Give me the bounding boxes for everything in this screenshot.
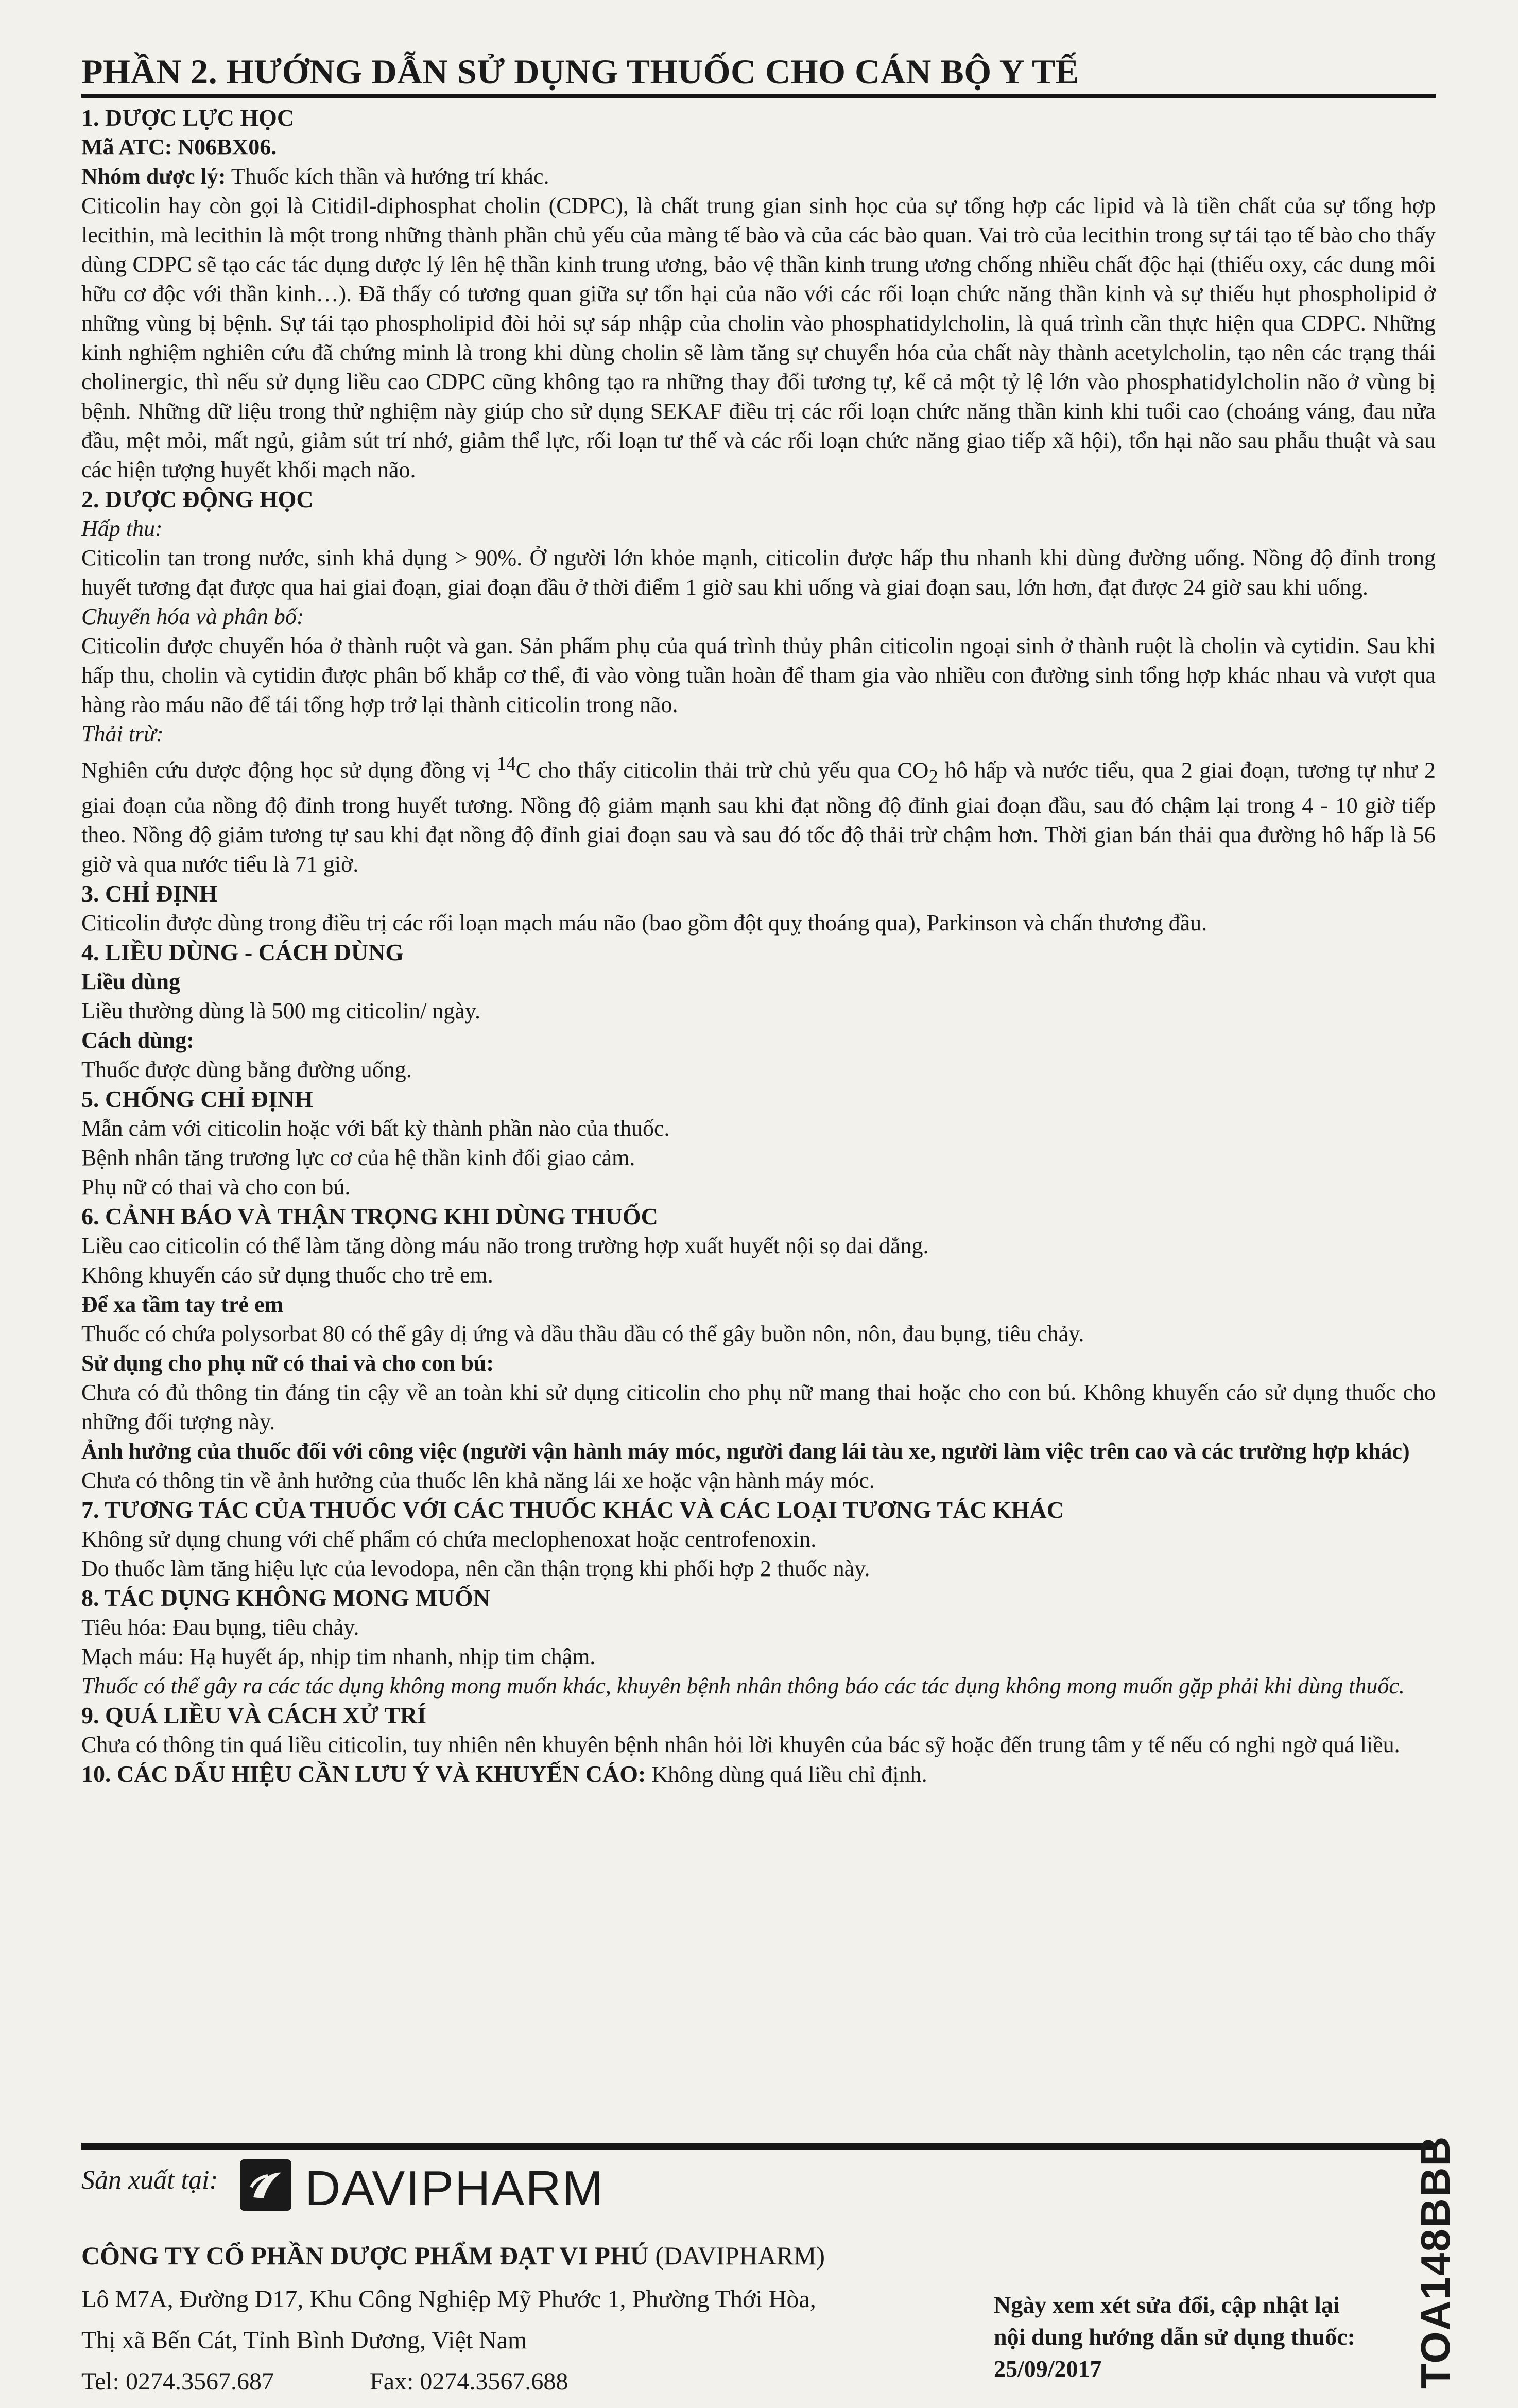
absorption-text: Citicolin tan trong nước, sinh khả dụng > 90%. Ở người lớn khỏe mạnh, citicolin được hấp thu nhanh khi dùng đường uống. Nồng độ đỉnh trong huyết tương đạt được qua hai giai đoạn, giai đoạn đầu ở thời điểm 1 giờ sau khi uống và giai đoạn sau, lớn hơn, đạt được 24 giờ sau khi uống. xyxy=(81,545,1436,600)
elimination-text xyxy=(81,749,1436,879)
elimination-text-a: Nghiên cứu dược động học sử dụng đồng vị xyxy=(81,757,497,783)
section-8-title: 8. TÁC DỤNG KHÔNG MONG MUỐN xyxy=(81,1585,490,1612)
contraindication-line: Mẫn cảm với citicolin hoặc với bất kỳ thành phần nào của thuốc. xyxy=(81,1116,670,1141)
side-effect-note: Thuốc có thể gây ra các tác dụng không mong muốn khác, khuyên bệnh nhân thông báo các tác dụng không mong muốn gặp phải khi dùng thuốc. xyxy=(81,1673,1405,1699)
section-7-title: 7. TƯƠNG TÁC CỦA THUỐC VỚI CÁC THUỐC KHÁC VÀ CÁC LOẠI TƯƠNG TÁC KHÁC xyxy=(81,1497,1064,1523)
review-line-2: nội dung hướng dẫn sử dụng thuốc: xyxy=(994,2324,1355,2350)
address-line-1: Lô M7A, Đường D17, Khu Công Nghiệp Mỹ Phước 1, Phường Thới Hòa, xyxy=(81,2285,816,2313)
work-effect-text: Chưa có thông tin về ảnh hưởng của thuốc lên khả năng lái xe hoặc vận hành máy móc. xyxy=(81,1468,875,1494)
leaflet-content xyxy=(81,103,1436,1789)
work-effect-label: Ảnh hưởng của thuốc đối với công việc (người vận hành máy móc, người đang lái tàu xe, người làm việc trên cao và các trường hợp khác) xyxy=(81,1439,1410,1464)
company-name xyxy=(81,2241,825,2271)
elimination-text-b: C cho thấy citicolin thải trừ chủ yếu qua CO xyxy=(515,757,929,783)
contraindication-line: Bệnh nhân tăng trương lực cơ của hệ thần kinh đối giao cảm. xyxy=(81,1145,635,1171)
co2-subscript: 2 xyxy=(928,766,938,787)
pharma-group xyxy=(81,162,1436,191)
warning-line: Không khuyến cáo sử dụng thuốc cho trẻ em. xyxy=(81,1262,493,1288)
document-code: TOA148BBB xyxy=(1412,2135,1458,2389)
isotope-superscript: 14 xyxy=(496,753,516,774)
section-4-title: 4. LIỀU DÙNG - CÁCH DÙNG xyxy=(81,939,404,966)
administration-text: Thuốc được dùng bằng đường uống. xyxy=(81,1057,412,1083)
brand-logo-text: DAVIPHARM xyxy=(305,2161,605,2216)
made-at-label: Sản xuất tại: xyxy=(81,2166,218,2195)
section-2-title: 2. DƯỢC ĐỘNG HỌC xyxy=(81,486,314,512)
pregnancy-text: Chưa có đủ thông tin đáng tin cậy về an toàn khi sử dụng citicolin cho phụ nữ mang thai hoặc cho con bú. Không khuyến cáo sử dụng thuốc cho những đối tượng này. xyxy=(81,1380,1436,1435)
davipharm-logo-icon xyxy=(238,2157,294,2213)
interaction-line: Không sử dụng chung với chế phẩm có chứa meclophenoxat hoặc centrofenoxin. xyxy=(81,1527,817,1552)
section-9-title: 9. QUÁ LIỀU VÀ CÁCH XỬ TRÍ xyxy=(81,1702,427,1729)
company-name-bold: CÔNG TY CỔ PHẦN DƯỢC PHẨM ĐẠT VI PHÚ xyxy=(81,2241,649,2270)
address-line-2: Thị xã Bến Cát, Tỉnh Bình Dương, Việt Nam xyxy=(81,2327,527,2354)
title-rule xyxy=(81,94,1436,98)
review-date: 25/09/2017 xyxy=(994,2355,1102,2382)
metabolism-text: Citicolin được chuyển hóa ở thành ruột và gan. Sản phẩm phụ của quá trình thủy phân citicolin ngoại sinh ở thành ruột là cholin và cytidin. Sau khi hấp thu, cholin và cytidin được phân bố khắp cơ thể, đi vào vòng tuần hoàn để tham gia vào nhiều con đường sinh tổng hợp khác nhau và vượt qua hàng rào máu não để tái tổng hợp trở lại thành citicolin trong não. xyxy=(81,633,1436,717)
section-5-title: 5. CHỐNG CHỈ ĐỊNH xyxy=(81,1086,313,1113)
section-1-body: Citicolin hay còn gọi là Citidil-diphosphat cholin (CDPC), là chất trung gian sinh học của sự tổng hợp các lipid và là tiền chất của sự tổng hợp lecithin, mà lecithin là một trong những thành phần chủ yếu của màng tế bào và của các bào quan. Vai trò của lecithin trong sự tái tạo tế bào cho thấy dùng CDPC sẽ tạo các tác dụng dược lý lên hệ thần kinh trung ương, bảo vệ thần kinh trung ương chống nhiều chất độc hại (thiếu oxy, các dung môi hữu cơ độc với thần kinh…). Đã thấy có tương quan giữa sự tổn hại của não với các rối loạn chức năng thần kinh và sự thiếu hụt phospholipid ở những vùng bị bệnh. Sự tái tạo phospholipid đòi hỏi sự sáp nhập của cholin vào phosphatidylcholin, là quá trình cần thực hiện qua CDPC. Những kinh nghiệm nghiên cứu đã chứng minh là trong khi dùng cholin sẽ làm tăng sự chuyển hóa của chất này thành acetylcholin, tạo nên các trạng thái cholinergic, thì nếu sử dụng liều cao CDPC cũng không tạo ra những thay đổi tương tự, kể cả một tỷ lệ lớn vào phosphatidylcholin não ở vùng bị bệnh. Những dữ liệu trong thử nghiệm này giúp cho sử dụng SEKAF điều trị các rối loạn chức năng thần kinh khi tuổi cao (choáng váng, đau nửa đầu, mệt mỏi, mất ngủ, giảm sút trí nhớ, giảm thể lực, rối loạn tư thế và các rối loạn chức năng giao tiếp xã hội), tổn hại não sau phẫu thuật và sau các hiện tượng huyết khối mạch não. xyxy=(81,193,1436,482)
elimination-text-c: hô hấp và nước tiểu, qua 2 giai đoạn, tương tự như 2 giai đoạn của nồng độ đỉnh trong huyết tương. Nồng độ giảm mạnh sau khi đạt nồng độ đỉnh giai đoạn đầu, sau đó chậm lại trong 4 - 10 giờ tiếp theo. Nồng độ giảm tương tự sau khi đạt nồng độ đỉnh giai đoạn sau và sau đó tốc độ thải trừ chậm hơn. Thời gian bán thải qua đường hô hấp là 56 giờ và qua nước tiểu là 71 giờ. xyxy=(81,757,1436,877)
company-name-rest: (DAVIPHARM) xyxy=(648,2241,825,2270)
keep-away-label: Để xa tầm tay trẻ em xyxy=(81,1292,284,1318)
footer-rule xyxy=(81,2143,1436,2150)
telephone: Tel: 0274.3567.687 xyxy=(81,2368,274,2395)
metabolism-label: Chuyển hóa và phân bố: xyxy=(81,604,304,629)
side-effect-line: Tiêu hóa: Đau bụng, tiêu chảy. xyxy=(81,1615,359,1640)
review-date-block xyxy=(994,2289,1355,2385)
page-title: PHẦN 2. HƯỚNG DẪN SỬ DỤNG THUỐC CHO CÁN BỘ Y TẾ xyxy=(81,52,1079,91)
side-effect-line: Mạch máu: Hạ huyết áp, nhịp tim nhanh, nhịp tim chậm. xyxy=(81,1644,596,1670)
indication-text: Citicolin được dùng trong điều trị các rối loạn mạch máu não (bao gồm đột quỵ thoáng qua), Parkinson và chấn thương đầu. xyxy=(81,910,1208,936)
pregnancy-label: Sử dụng cho phụ nữ có thai và cho con bú: xyxy=(81,1350,494,1376)
overdose-text: Chưa có thông tin quá liều citicolin, tuy nhiên nên khuyên bệnh nhân hỏi lời khuyên của bác sỹ hoặc đến trung tâm y tế nếu có nghi ngờ quá liều. xyxy=(81,1732,1400,1758)
section-3-title: 3. CHỈ ĐỊNH xyxy=(81,880,218,907)
pharma-group-value: Thuốc kích thần và hướng trí khác. xyxy=(226,164,549,189)
dose-text: Liều thường dùng là 500 mg citicolin/ ngày. xyxy=(81,998,481,1024)
elimination-label: Thải trừ: xyxy=(81,721,164,747)
administration-label: Cách dùng: xyxy=(81,1028,194,1053)
absorption-label: Hấp thu: xyxy=(81,516,163,541)
warning-line: Liều cao citicolin có thể làm tăng dòng máu não trong trường hợp xuất huyết nội sọ dai dẳng. xyxy=(81,1233,929,1259)
atc-code: Mã ATC: N06BX06. xyxy=(81,134,277,160)
keep-away-text: Thuốc có chứa polysorbat 80 có thể gây dị ứng và dầu thầu dầu có thể gây buồn nôn, nôn, đau bụng, tiêu chảy. xyxy=(81,1321,1084,1347)
pharma-group-label: Nhóm dược lý: xyxy=(81,164,226,189)
contraindication-line: Phụ nữ có thai và cho con bú. xyxy=(81,1174,351,1200)
dose-label: Liều dùng xyxy=(81,969,180,995)
section-1-title: 1. DƯỢC LỰC HỌC xyxy=(81,105,295,131)
section-10-title: 10. CÁC DẤU HIỆU CẦN LƯU Ý VÀ KHUYẾN CÁO: xyxy=(81,1761,646,1788)
review-line-1: Ngày xem xét sửa đổi, cập nhật lại xyxy=(994,2292,1340,2318)
section-10-text: Không dùng quá liều chỉ định. xyxy=(646,1762,927,1788)
fax: Fax: 0274.3567.688 xyxy=(370,2368,568,2395)
interaction-line: Do thuốc làm tăng hiệu lực của levodopa, nên cần thận trọng khi phối hợp 2 thuốc này. xyxy=(81,1556,870,1582)
section-10 xyxy=(81,1759,1436,1789)
section-6-title: 6. CẢNH BÁO VÀ THẬN TRỌNG KHI DÙNG THUỐC xyxy=(81,1203,658,1230)
